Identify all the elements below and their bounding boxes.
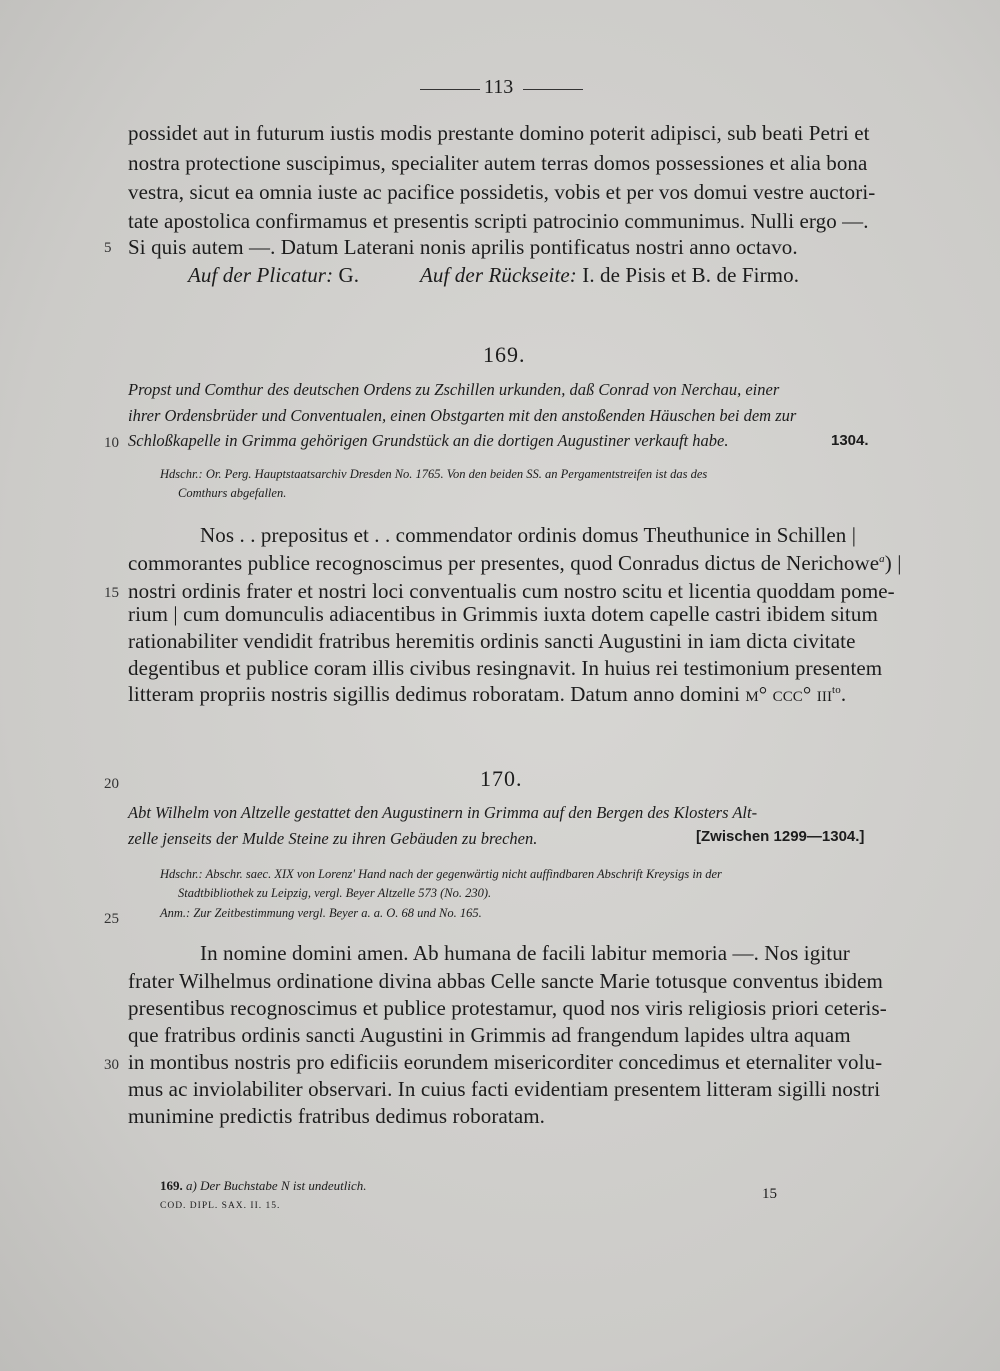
body-line: nostra protectione suscipimus, specialiter autem terras domos possessiones et alia bona	[128, 151, 868, 175]
body-text: ) |	[884, 551, 902, 575]
body-text: commorantes publice recognoscimus per presentes, quod Conradus dictus de Nerichowe	[128, 551, 880, 575]
manuscript-note: Comthurs abgefallen.	[178, 486, 287, 500]
header-rule-left	[420, 89, 480, 90]
regest-line: Propst und Comthur des deutschen Ordens zu Zschillen urkunden, daß Conrad von Nerchau, einer	[128, 380, 780, 399]
body-line: Nos . . prepositus et . . commendator ordinis domus Theuthunice in Schillen |	[200, 523, 857, 547]
body-line: degentibus et publice coram illis civibus resingnavit. In huius rei testimonium presentem	[128, 656, 883, 680]
manuscript-note: Hdschr.: Or. Perg. Hauptstaatsarchiv Dresden No. 1765. Von den beiden SS. an Pergamentstreifen ist das des	[160, 467, 708, 481]
body-line: Si quis autem —. Datum Laterani nonis aprilis pontificatus nostri anno octavo.	[128, 235, 798, 259]
line-number: 5	[104, 240, 112, 256]
regest-line: Abt Wilhelm von Altzelle gestattet den Augustinern in Grimma auf den Bergen des Klosters Alt-	[128, 803, 758, 822]
regest-line: zelle jenseits der Mulde Steine zu ihren Gebäuden zu brechen.	[128, 829, 538, 848]
line-number: 20	[104, 776, 119, 792]
document-date: 1304.	[831, 432, 869, 449]
regest-line: ihrer Ordensbrüder und Conventualen, einen Obstgarten mit den anstoßenden Häuschen bei dem zur	[128, 406, 797, 425]
body-line: munimine predictis fratribus dedimus roboratam.	[128, 1104, 546, 1128]
body-text: litteram propriis nostris sigillis dedimus roboratam. Datum anno domini	[128, 682, 740, 706]
line-number: 15	[104, 585, 119, 601]
sheet-signature: 15	[762, 1186, 777, 1202]
codex-signature: COD. DIPL. SAX. II. 15.	[160, 1201, 281, 1211]
body-line: que fratribus ordinis sancti Augustini in Grimmis ad frangendum lapides ultra aquam	[128, 1023, 851, 1047]
line-number: 30	[104, 1057, 119, 1073]
body-line: In nomine domini amen. Ab humana de facili labitur memoria —. Nos igitur	[200, 941, 850, 965]
footnote-text: a) Der Buchstabe N ist undeutlich.	[186, 1178, 367, 1193]
body-line: nostri ordinis frater et nostri loci conventualis cum nostro scitu et licentia quoddam pome-	[128, 579, 895, 603]
body-line: in montibus nostris pro edificiis eorundem misericorditer concedimus et eternaliter volu-	[128, 1050, 883, 1074]
date-superscript: to	[832, 684, 841, 696]
endorsement-line	[188, 263, 359, 288]
date-roman: m° ccc° iii	[745, 682, 833, 706]
plicatur-value: G.	[338, 263, 360, 287]
body-line: vestra, sicut ea omnia iuste ac pacifice possidetis, vobis et per vos domui vestre auctori-	[128, 180, 876, 204]
body-text: .	[840, 682, 847, 706]
manuscript-note: Anm.: Zur Zeitbestimmung vergl. Beyer a. a. O. 68 und No. 165.	[160, 906, 482, 920]
body-line: presentibus recognoscimus et publice protestamur, quod nos viris religiosis priori ceteris-	[128, 996, 887, 1020]
footnote	[160, 1178, 367, 1194]
footnote-number: 169.	[160, 1178, 183, 1193]
body-line: rationabiliter vendidit fratribus heremitis ordinis sancti Augustini in iam dicta civitate	[128, 629, 856, 653]
endorsement-line	[420, 263, 799, 288]
body-line: tate apostolica confirmamus et presentis scripti patrocinio communimus. Nulli ergo —.	[128, 209, 869, 233]
manuscript-note: Hdschr.: Abschr. saec. XIX von Lorenz' Hand nach der gegenwärtig nicht auffindbaren Abschrift Kreysigs in der	[160, 867, 722, 881]
body-line: rium | cum domunculis adiacentibus in Grimmis iuxta dotem capelle castri ibidem situm	[128, 602, 878, 626]
body-line: frater Wilhelmus ordinatione divina abbas Celle sancte Marie totusque conventus ibidem	[128, 969, 883, 993]
plicatur-label: Auf der Plicatur:	[188, 263, 334, 287]
line-number: 25	[104, 911, 119, 927]
manuscript-note: Stadtbibliothek zu Leipzig, vergl. Beyer Altzelle 573 (No. 230).	[178, 886, 492, 900]
rueckseite-label: Auf der Rückseite:	[420, 263, 577, 287]
document-date: [Zwischen 1299—1304.]	[696, 828, 865, 845]
body-line	[128, 682, 846, 707]
body-line	[128, 551, 902, 576]
regest-line: Schloßkapelle in Grimma gehörigen Grundstück an die dortigen Augustiner verkauft habe.	[128, 431, 729, 450]
page-number: 113	[484, 76, 514, 98]
header-rule-right	[523, 89, 583, 90]
document-number: 170.	[480, 766, 523, 791]
line-number: 10	[104, 435, 119, 451]
rueckseite-value: I. de Pisis et B. de Firmo.	[582, 263, 800, 287]
footnote-mark: a	[879, 553, 885, 565]
body-line: mus ac inviolabiliter observari. In cuius facti evidentiam presentem litteram sigilli nostri	[128, 1077, 881, 1101]
body-line: possidet aut in futurum iustis modis prestante domino poterit adipisci, sub beati Petri et	[128, 121, 870, 145]
document-number: 169.	[483, 342, 526, 367]
